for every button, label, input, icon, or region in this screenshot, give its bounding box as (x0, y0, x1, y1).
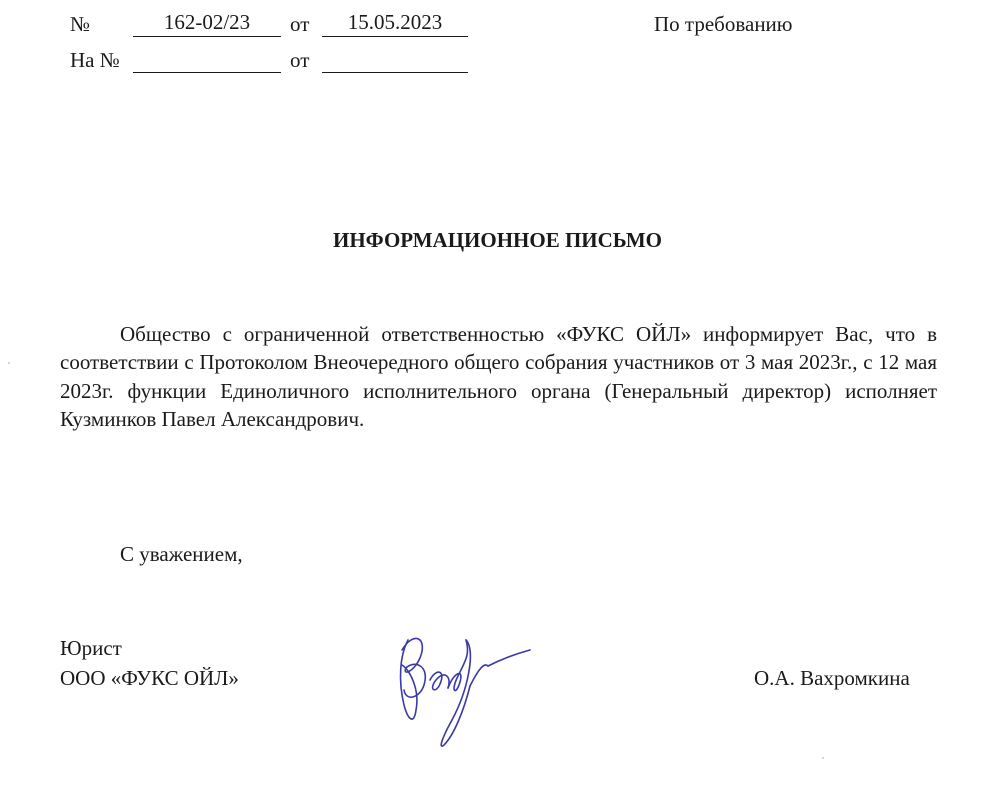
outgoing-number-field: 162-02/23 (133, 10, 281, 37)
date-field: 15.05.2023 (322, 10, 468, 37)
from-label: от (290, 12, 310, 36)
signatory-position: Юрист (60, 636, 122, 660)
signatory-organization: ООО «ФУКС ОЙЛ» (60, 666, 239, 690)
addressee: По требованию (654, 12, 793, 36)
reply-date-field (322, 46, 468, 73)
closing-phrase: С уважением, (120, 542, 243, 566)
reply-from-label: от (290, 48, 310, 72)
document-title: ИНФОРМАЦИОННОЕ ПИСЬМО (332, 228, 662, 252)
number-label: № (70, 12, 91, 36)
scan-speck (8, 362, 10, 364)
handwritten-signature (380, 610, 540, 760)
reply-to-label: На № (70, 48, 120, 72)
scan-speck (822, 757, 824, 759)
signatory-name: О.А. Вахромкина (754, 666, 910, 690)
body-paragraph (60, 320, 937, 433)
reply-number-field (133, 46, 281, 73)
body-paragraph-text: Общество с ограниченной ответственностью «ФУКС ОЙЛ» информирует Вас, что в соответствии с Протоколом Внеочередного общего собрания участников от 3 мая 2023г., с 12 мая 2023г. функции Единоличного исполнительного органа (Генеральный директор) исполняет Кузминков Павел Александрович. (60, 322, 937, 431)
